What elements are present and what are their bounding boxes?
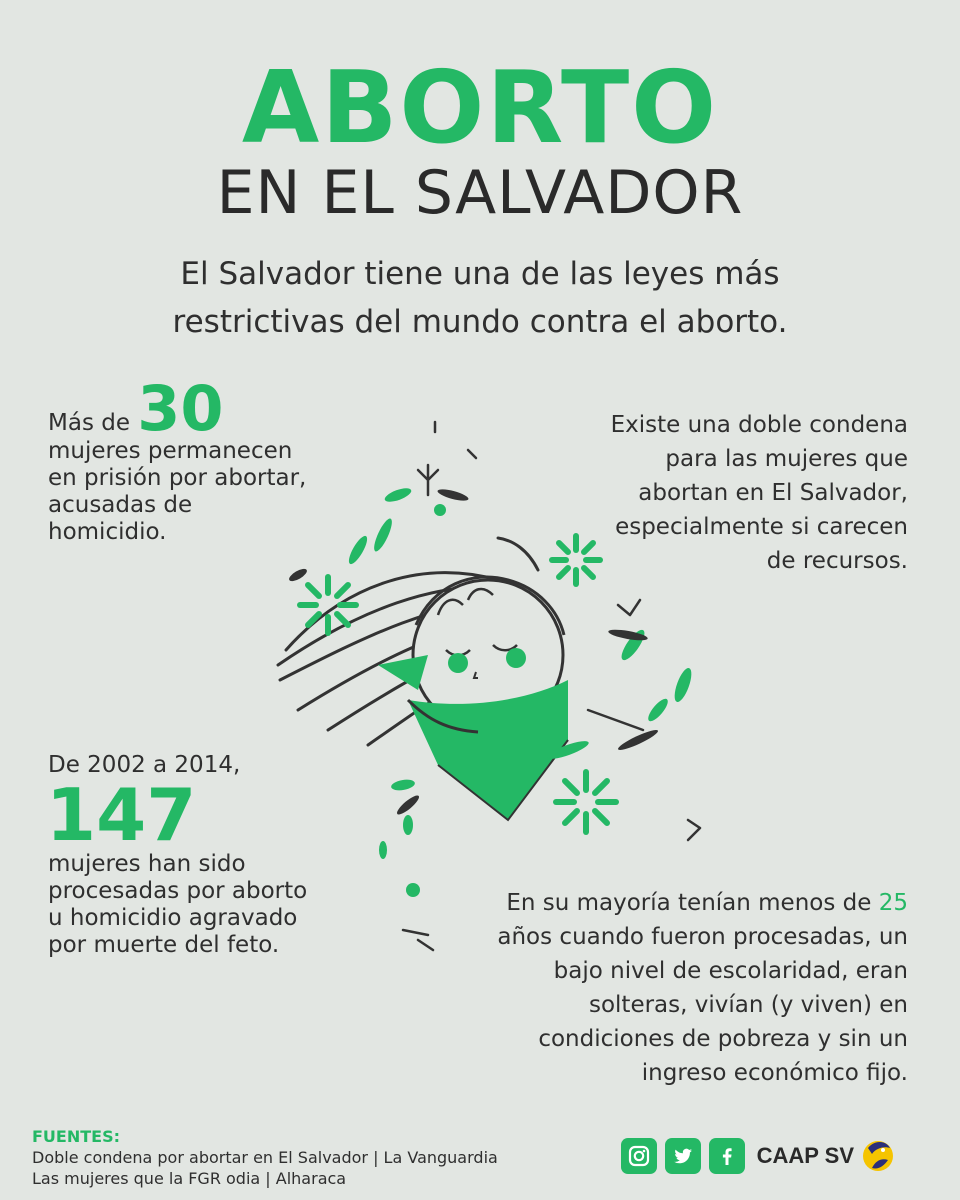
source-item[interactable]: Las mujeres que la FGR odia | Alharaca — [32, 1169, 347, 1188]
sources — [32, 1126, 498, 1189]
majority-before: En su mayoría tenían menos de — [506, 890, 872, 916]
stat-years-period: De 2002 a 2014, — [48, 752, 241, 778]
instagram-icon[interactable] — [621, 1138, 657, 1174]
majority-after: años cuando fueron procesadas, un bajo nivel de escolaridad, eran solteras, vivían (y viven) en condiciones de pobreza y sin un ingreso económico fijo. — [497, 924, 908, 1086]
title-main: ABORTO — [241, 49, 719, 166]
source-item[interactable]: Doble condena por abortar en El Salvador | La Vanguardia — [32, 1148, 498, 1167]
sources-label: FUENTES: — [32, 1127, 121, 1146]
bird-logo-icon — [862, 1138, 894, 1174]
stat-years-number: 147 — [46, 773, 197, 857]
double-condemnation-text: Existe una doble condena para las mujeres que abortan en El Salvador, especialmente si carecen de recursos. — [610, 412, 908, 574]
majority-number: 25 — [878, 890, 908, 916]
stat-years-text: mujeres han sido procesadas por aborto u homicidio agravado por muerte del feto. — [48, 851, 308, 958]
brand-footer — [621, 1136, 894, 1176]
stat-prison-number: 30 — [137, 372, 224, 445]
title-sub: EN EL SALVADOR — [216, 158, 744, 228]
girl-green-scarf-illustration — [268, 410, 708, 970]
intro-text: El Salvador tiene una de las leyes más restrictivas del mundo contra el aborto. — [172, 256, 788, 340]
facebook-icon[interactable] — [709, 1138, 745, 1174]
twitter-icon[interactable] — [665, 1138, 701, 1174]
stat-prison-prefix: Más de — [48, 410, 130, 436]
brand-name: CAAP SV — [756, 1143, 854, 1168]
stat-prison-text: mujeres permanecen en prisión por abortar, acusadas de homicidio. — [48, 438, 307, 545]
